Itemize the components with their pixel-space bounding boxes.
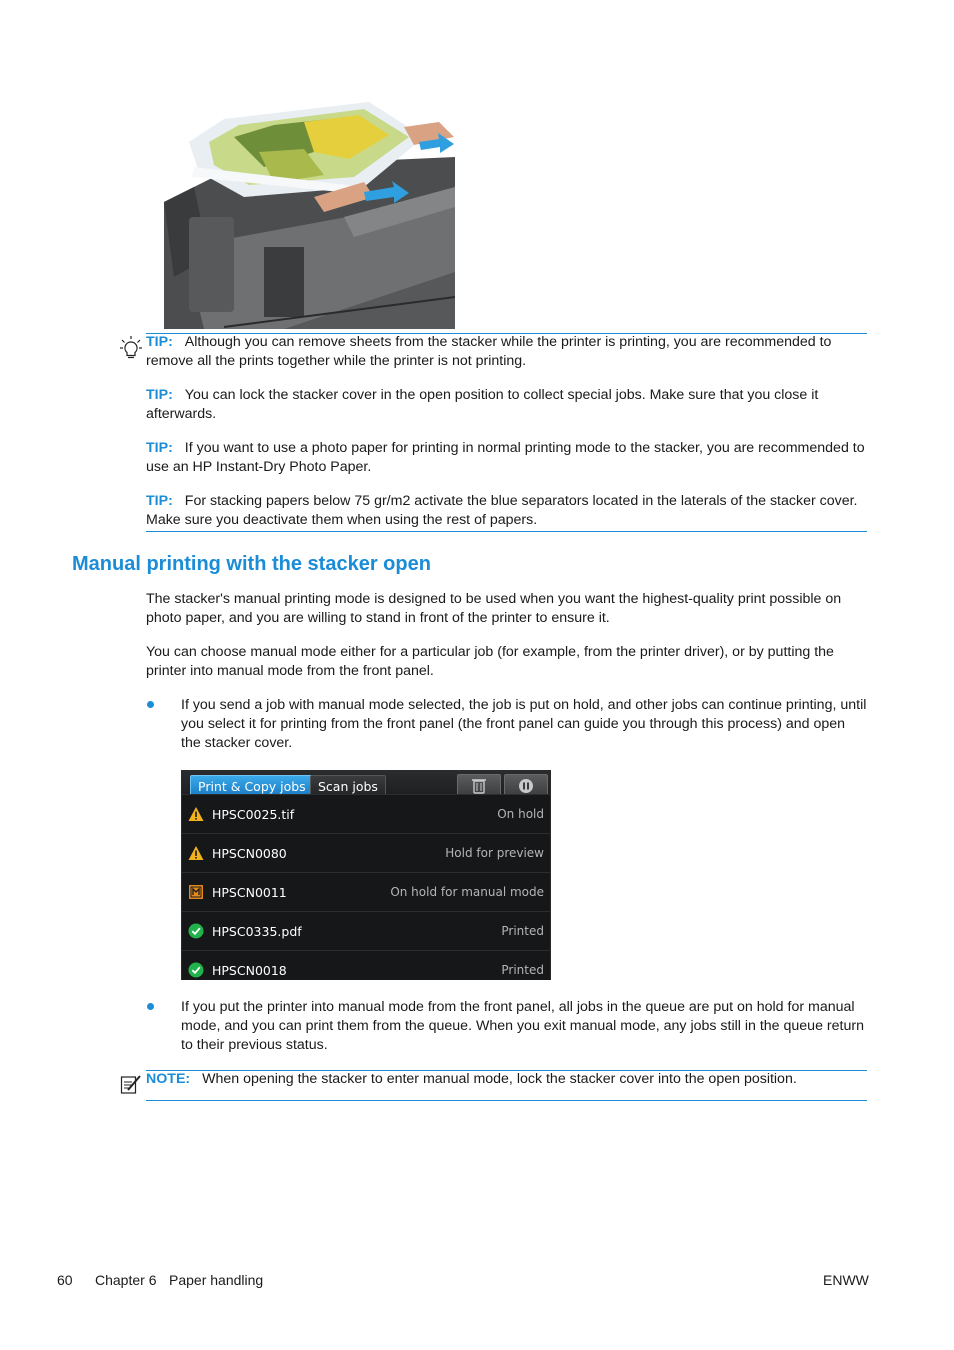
- warning-icon: [188, 845, 204, 861]
- tip-text: If you want to use a photo paper for printing in normal printing mode to the stacker, you are recommended to use an HP Instant-Dry Photo Paper.: [146, 440, 865, 475]
- tip-block-bottom-rule: [146, 531, 867, 532]
- job-name: HPSCN0011: [212, 885, 287, 900]
- job-row[interactable]: [182, 794, 550, 833]
- job-name: HPSCN0080: [212, 846, 287, 861]
- bullet-item: If you send a job with manual mode selected, the job is put on hold, and other jobs can continue printing, until you select it for printing from the front panel (the front panel can guide you through this process) and open the stacker cover.: [181, 697, 867, 751]
- printer-stacker-photo: [164, 97, 455, 329]
- page-number: 60: [57, 1272, 73, 1288]
- note-block-bottom-rule: [146, 1100, 867, 1101]
- warning-icon: [188, 806, 204, 822]
- check-icon: [188, 923, 204, 939]
- tip-label: TIP:: [146, 493, 173, 509]
- tip-paragraph: [146, 333, 868, 371]
- job-name: HPSC0025.tif: [212, 807, 295, 822]
- bullet-dot: [147, 701, 154, 708]
- note-label: NOTE:: [146, 1071, 191, 1087]
- tip-text: You can lock the stacker cover in the open position to collect special jobs. Make sure that you close it afterwards.: [146, 387, 819, 422]
- note-icon: [120, 1073, 142, 1095]
- note-paragraph: [146, 1070, 868, 1089]
- front-panel-job-queue: [181, 770, 551, 980]
- tip-paragraph: [146, 439, 868, 477]
- body-paragraph: You can choose manual mode either for a particular job (for example, from the printer driver), or by putting the printer into manual mode from the front panel.: [146, 644, 834, 679]
- tip-label: TIP:: [146, 440, 173, 456]
- bullet-dot: [147, 1003, 154, 1010]
- tip-paragraph: [146, 386, 868, 424]
- job-status: Printed: [501, 924, 544, 938]
- job-status: Printed: [501, 963, 544, 977]
- tip-text: Although you can remove sheets from the stacker while the printer is printing, you are recommended to remove all the prints together while the printer is not printing.: [146, 334, 832, 369]
- bullet-item: If you put the printer into manual mode from the front panel, all jobs in the queue are put on hold for manual mode, and you can print them from the queue. When you exit manual mode, any jobs still in the queue return to their previous status.: [181, 999, 864, 1053]
- job-status: On hold: [497, 807, 544, 821]
- job-row[interactable]: [182, 950, 550, 980]
- job-status: Hold for preview: [445, 846, 544, 860]
- section-heading: Manual printing with the stacker open: [72, 553, 431, 575]
- tip-label: TIP:: [146, 334, 173, 350]
- footer-chapter: Chapter 6: [95, 1272, 157, 1288]
- tip-paragraph: [146, 492, 868, 530]
- footer-chapter-title: Paper handling: [169, 1272, 264, 1288]
- job-status: On hold for manual mode: [390, 885, 544, 899]
- job-name: HPSCN0018: [212, 963, 287, 978]
- tip-label: TIP:: [146, 387, 173, 403]
- job-row[interactable]: [182, 911, 550, 950]
- tab-print-copy-jobs[interactable]: Print & Copy jobs: [190, 775, 314, 799]
- check-icon: [188, 962, 204, 978]
- tab-scan-jobs[interactable]: Scan jobs: [310, 775, 386, 799]
- job-name: HPSC0335.pdf: [212, 924, 302, 939]
- tip-text: For stacking papers below 75 gr/m2 activate the blue separators located in the laterals of the stacker cover. Make sure you deactivate them when using the rest of papers.: [146, 493, 858, 528]
- job-row[interactable]: [182, 833, 550, 872]
- job-row[interactable]: [182, 872, 550, 911]
- footer-right-label: ENWW: [823, 1272, 869, 1288]
- note-text: When opening the stacker to enter manual mode, lock the stacker cover into the open position.: [202, 1071, 797, 1087]
- lightbulb-icon: [120, 336, 142, 362]
- manual-mode-icon: [188, 884, 204, 900]
- body-paragraph: The stacker's manual printing mode is designed to be used when you want the highest-quality print possible on photo paper, and you are willing to stand in front of the printer to ensure it.: [146, 591, 842, 626]
